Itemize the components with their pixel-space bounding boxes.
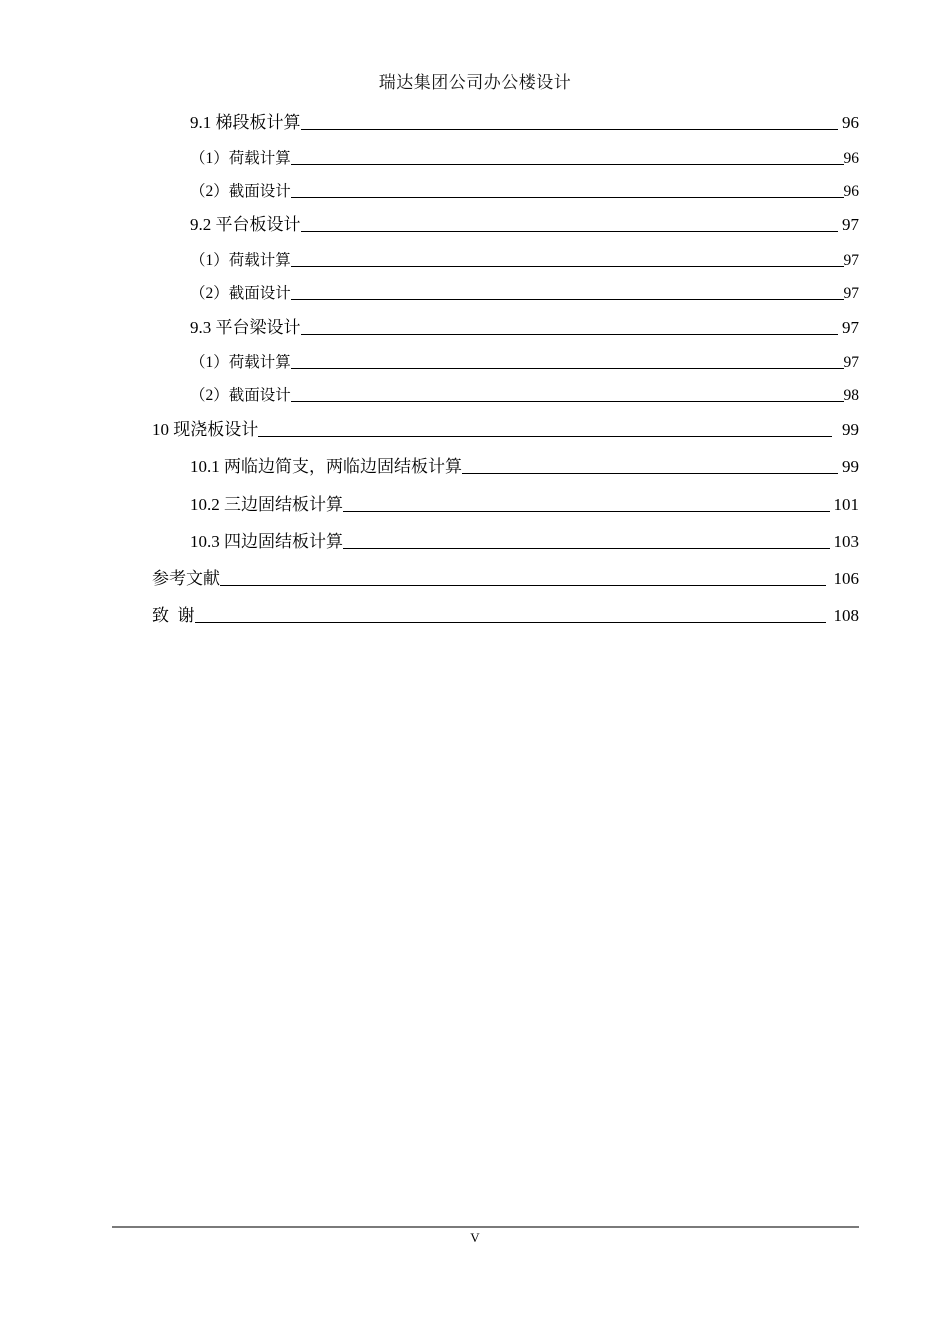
- toc-entry-10-1[interactable]: [190, 452, 859, 477]
- toc-leader-line: [301, 128, 839, 130]
- page-header-title: 瑞达集团公司办公楼设计: [378, 73, 572, 92]
- toc-entry-9-3-2[interactable]: [190, 383, 859, 405]
- toc-entry-page: 96: [843, 150, 859, 167]
- toc-entry-10-3[interactable]: [190, 527, 859, 552]
- toc-entry-page: 103: [833, 532, 859, 551]
- toc-entry-label: 9.2 平台板设计: [190, 215, 301, 234]
- toc-entry-label: 9.1 梯段板计算: [190, 113, 301, 132]
- toc-entry-label: （1）荷载计算: [190, 150, 291, 167]
- toc-entry-label: （2）截面设计: [190, 183, 291, 200]
- toc-entry-9-1-1[interactable]: [190, 146, 859, 168]
- toc-leader-line: [301, 333, 839, 335]
- toc-leader-line: [258, 435, 832, 437]
- toc-entry-10-2[interactable]: [190, 490, 859, 515]
- toc-entry-label: （2）截面设计: [190, 285, 291, 302]
- toc-entry-10[interactable]: [152, 415, 859, 440]
- toc-entry-9-2-1[interactable]: [190, 248, 859, 270]
- toc-leader-line: [291, 196, 844, 198]
- toc-leader-line: [343, 510, 830, 512]
- toc-entry-page: 98: [843, 387, 859, 404]
- toc-leader-line: [462, 472, 838, 474]
- toc-entry-9-3[interactable]: [190, 313, 859, 338]
- toc-leader-line: [291, 265, 844, 267]
- toc-leader-line: [195, 621, 826, 623]
- toc-entry-references[interactable]: [152, 564, 859, 589]
- toc-entry-acknowledgements[interactable]: [152, 601, 859, 626]
- toc-entry-label: 10.1 两临边简支，两临边固结板计算: [190, 457, 462, 476]
- toc-leader-line: [291, 367, 844, 369]
- toc-entry-page: 108: [833, 606, 859, 625]
- footer-divider: [112, 1226, 859, 1228]
- toc-entry-page: 99: [842, 420, 859, 439]
- toc-leader-line: [291, 400, 844, 402]
- toc-entry-label: （1）荷载计算: [190, 354, 291, 371]
- toc-entry-9-2[interactable]: [190, 210, 859, 235]
- toc-entry-page: 97: [842, 318, 859, 337]
- toc-leader-line: [291, 298, 844, 300]
- toc-entry-page: 101: [833, 495, 859, 514]
- toc-entry-page: 99: [842, 457, 859, 476]
- toc-entry-9-1-2[interactable]: [190, 179, 859, 201]
- toc-entry-label: 10 现浇板设计: [152, 420, 259, 439]
- toc-entry-9-3-1[interactable]: [190, 350, 859, 372]
- toc-leader-line: [301, 230, 839, 232]
- toc-entry-page: 96: [843, 183, 859, 200]
- toc-entry-page: 106: [833, 569, 859, 588]
- toc-entry-page: 96: [842, 113, 859, 132]
- toc-entry-label: （2）截面设计: [190, 387, 291, 404]
- toc-entry-9-2-2[interactable]: [190, 281, 859, 303]
- toc-leader-line: [343, 547, 830, 549]
- toc-entry-page: 97: [842, 215, 859, 234]
- toc-entry-label: 10.2 三边固结板计算: [190, 495, 343, 514]
- toc-leader-line: [291, 163, 844, 165]
- toc-entry-9-1[interactable]: [190, 108, 859, 133]
- toc-entry-label: 10.3 四边固结板计算: [190, 532, 343, 551]
- footer-page-number: V: [470, 1230, 480, 1245]
- toc-entry-page: 97: [843, 354, 859, 371]
- toc-leader-line: [220, 584, 826, 586]
- toc-entry-page: 97: [843, 252, 859, 269]
- toc-entry-label: 9.3 平台梁设计: [190, 318, 301, 337]
- toc-entry-label: 致 谢: [152, 606, 195, 625]
- toc-entry-label: （1）荷载计算: [190, 252, 291, 269]
- toc-entry-label: 参考文献: [152, 569, 220, 588]
- toc-entry-page: 97: [843, 285, 859, 302]
